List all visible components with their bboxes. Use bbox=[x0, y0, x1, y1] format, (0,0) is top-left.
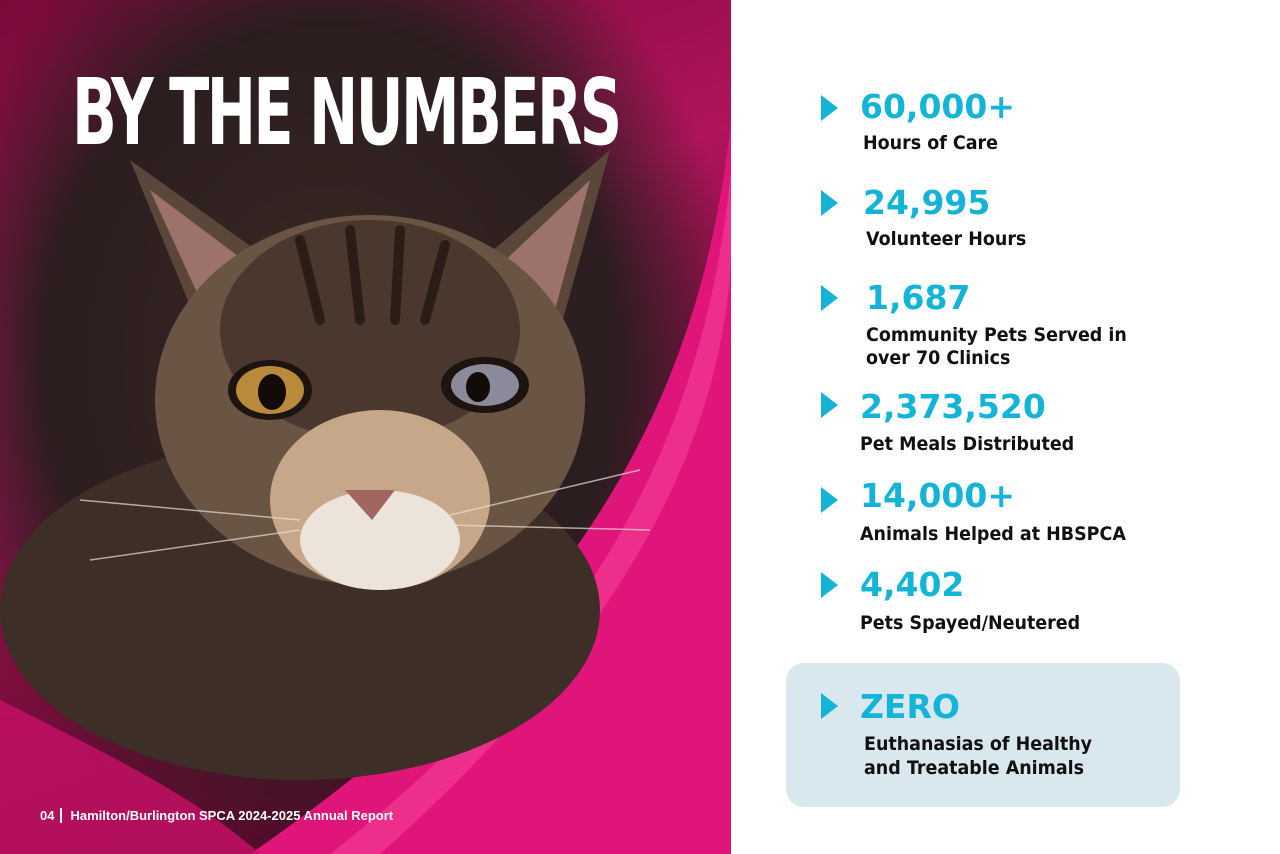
stat-value: 60,000+ bbox=[860, 87, 1015, 126]
stat-label: Pet Meals Distributed bbox=[860, 433, 1075, 455]
stat-label: Volunteer Hours bbox=[866, 228, 1027, 250]
stat-value: 2,373,520 bbox=[860, 387, 1046, 426]
stat-value: 4,402 bbox=[860, 565, 965, 604]
triangle-bullet-icon bbox=[821, 487, 838, 513]
stat-value: 14,000+ bbox=[860, 476, 1015, 515]
stat-label: Pets Spayed/Neutered bbox=[860, 612, 1081, 634]
stat-label-line-1: Euthanasias of Healthy bbox=[864, 733, 1093, 755]
stat-label: Hours of Care bbox=[863, 132, 998, 154]
stat-value: 1,687 bbox=[866, 278, 971, 317]
triangle-bullet-icon bbox=[821, 392, 838, 418]
page-footer bbox=[40, 808, 393, 823]
triangle-bullet-icon bbox=[821, 95, 838, 121]
report-title: Hamilton/Burlington SPCA 2024-2025 Annual Report bbox=[70, 808, 394, 823]
stat-value: ZERO bbox=[860, 687, 960, 726]
stat-value: 24,995 bbox=[863, 183, 991, 222]
triangle-bullet-icon bbox=[821, 572, 838, 598]
triangle-bullet-icon bbox=[821, 285, 838, 311]
footer-divider bbox=[60, 808, 62, 823]
stat-label-line-2: over 70 Clinics bbox=[866, 347, 1011, 369]
stat-label: Animals Helped at HBSPCA bbox=[860, 523, 1126, 545]
stat-label-line-2: and Treatable Animals bbox=[864, 757, 1085, 779]
page-number: 04 bbox=[40, 808, 55, 823]
page-title: BY THE NUMBERS bbox=[72, 59, 620, 166]
stat-label-line-1: Community Pets Served in bbox=[866, 324, 1127, 346]
triangle-bullet-icon bbox=[821, 693, 838, 719]
triangle-bullet-icon bbox=[821, 190, 838, 216]
